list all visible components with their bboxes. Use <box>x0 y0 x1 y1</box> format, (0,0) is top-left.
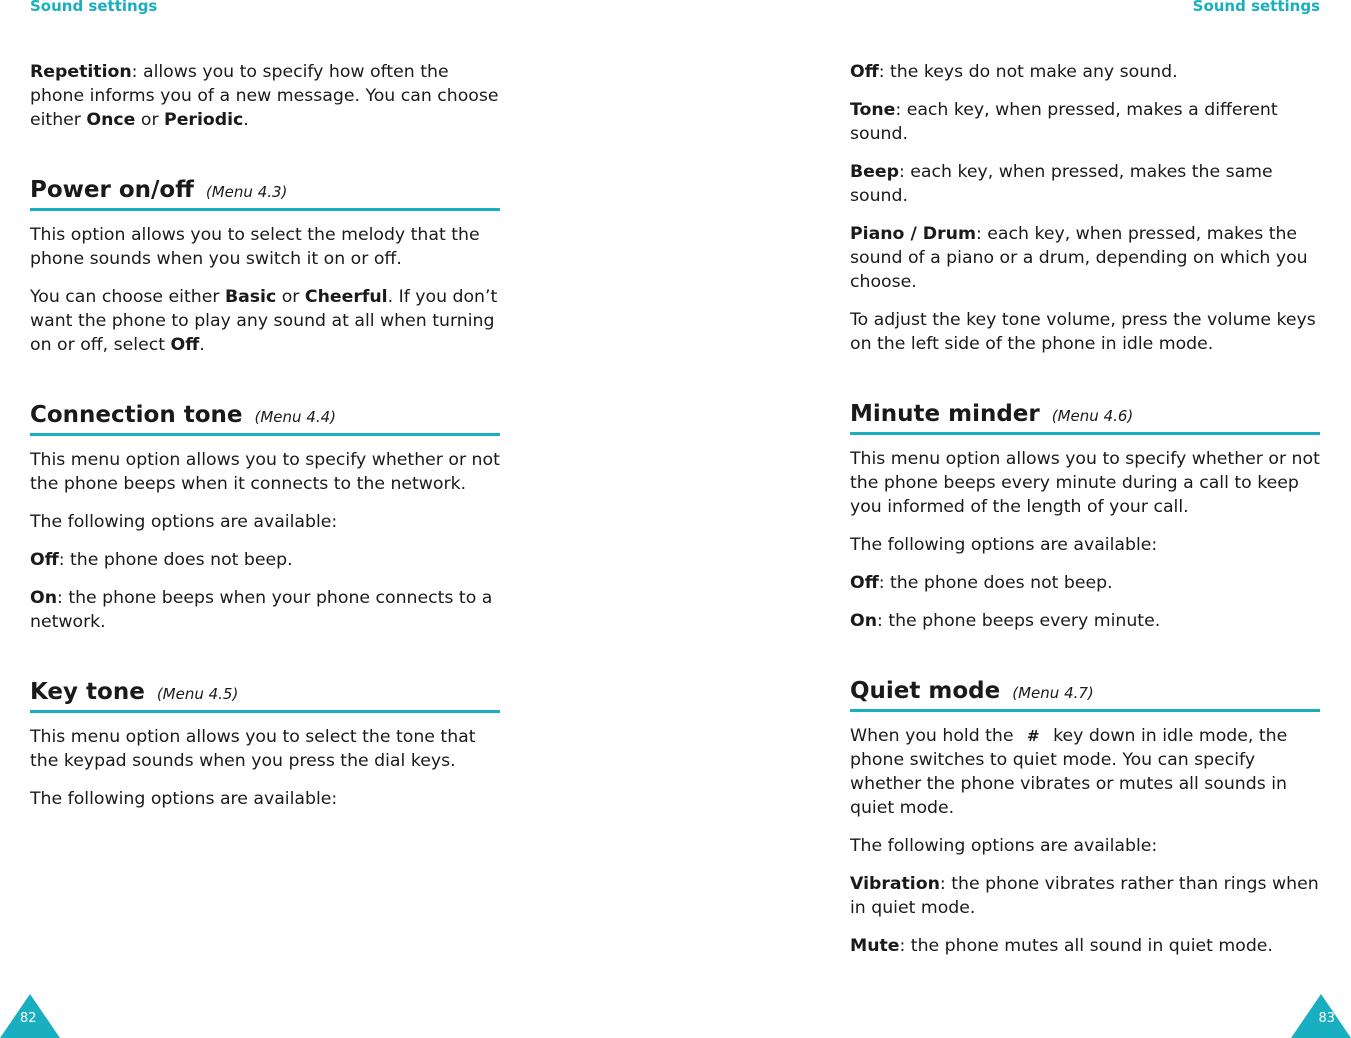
keytone-options-section <box>850 60 1320 356</box>
minute-desc: This menu option allows you to specify whether or not the phone beeps every minute during a call to keep you informed of the length of your call. <box>850 449 1320 517</box>
running-header-right: Sound settings <box>1192 0 1320 15</box>
quiet-mute: Mute: the phone mutes all sound in quiet mode. <box>850 936 1273 956</box>
keytone-options-intro: The following options are available: <box>30 789 338 809</box>
page-number-right: 83 <box>1318 1011 1335 1026</box>
quiet-options-intro: The following options are available: <box>850 836 1158 856</box>
connection-section <box>30 401 500 634</box>
quiet-vibration: Vibration: the phone vibrates rather than rings when in quiet mode. <box>850 874 1319 918</box>
minute-on: On: the phone beeps every minute. <box>850 611 1161 631</box>
keytone-section <box>30 678 500 811</box>
minute-section <box>850 400 1320 633</box>
keytone-option: Tone: each key, when pressed, makes a different sound. <box>850 100 1278 144</box>
power-desc: This option allows you to select the melody that the phone sounds when you switch it on or off. <box>30 225 480 269</box>
connection-options-intro: The following options are available: <box>30 512 338 532</box>
running-header-left: Sound settings <box>30 0 158 15</box>
quiet-desc: When you hold the # key down in idle mode, the phone switches to quiet mode. You can specify whether the phone vibrates or mutes all sounds in quiet mode. <box>850 726 1288 818</box>
minute-heading: Minute minder (Menu 4.6) <box>850 400 1320 435</box>
keytone-desc: This menu option allows you to select the tone that the keypad sounds when you press the dial keys. <box>30 727 476 771</box>
quiet-section <box>850 677 1320 958</box>
connection-desc: This menu option allows you to specify whether or not the phone beeps when it connects to the network. <box>30 450 500 494</box>
keytone-option: Off: the keys do not make any sound. <box>850 62 1178 82</box>
power-heading: Power on/off (Menu 4.3) <box>30 176 500 211</box>
hash-key-icon: # <box>1027 727 1040 745</box>
keytone-option: Piano / Drum: each key, when pressed, makes the sound of a piano or a drum, depending on which you choose. <box>850 224 1308 292</box>
repetition-paragraph: Repetition: allows you to specify how often the phone informs you of a new message. You can choose either Once or Periodic. <box>30 62 499 130</box>
keytone-heading: Key tone (Menu 4.5) <box>30 678 500 713</box>
connection-off: Off: the phone does not beep. <box>30 550 293 570</box>
minute-options-intro: The following options are available: <box>850 535 1158 555</box>
page-number-left: 82 <box>20 1011 37 1026</box>
connection-on: On: the phone beeps when your phone connects to a network. <box>30 588 493 632</box>
power-section <box>30 176 500 357</box>
quiet-heading: Quiet mode (Menu 4.7) <box>850 677 1320 712</box>
minute-off: Off: the phone does not beep. <box>850 573 1113 593</box>
right-page-column <box>850 60 1320 972</box>
keytone-option: Beep: each key, when pressed, makes the same sound. <box>850 162 1273 206</box>
volume-note: To adjust the key tone volume, press the volume keys on the left side of the phone in idle mode. <box>850 310 1316 354</box>
power-options: You can choose either Basic or Cheerful. If you don’t want the phone to play any sound at all when turning on or off, select Off. <box>30 287 498 355</box>
left-page-column <box>30 60 500 825</box>
connection-heading: Connection tone (Menu 4.4) <box>30 401 500 436</box>
repetition-section <box>30 60 500 132</box>
